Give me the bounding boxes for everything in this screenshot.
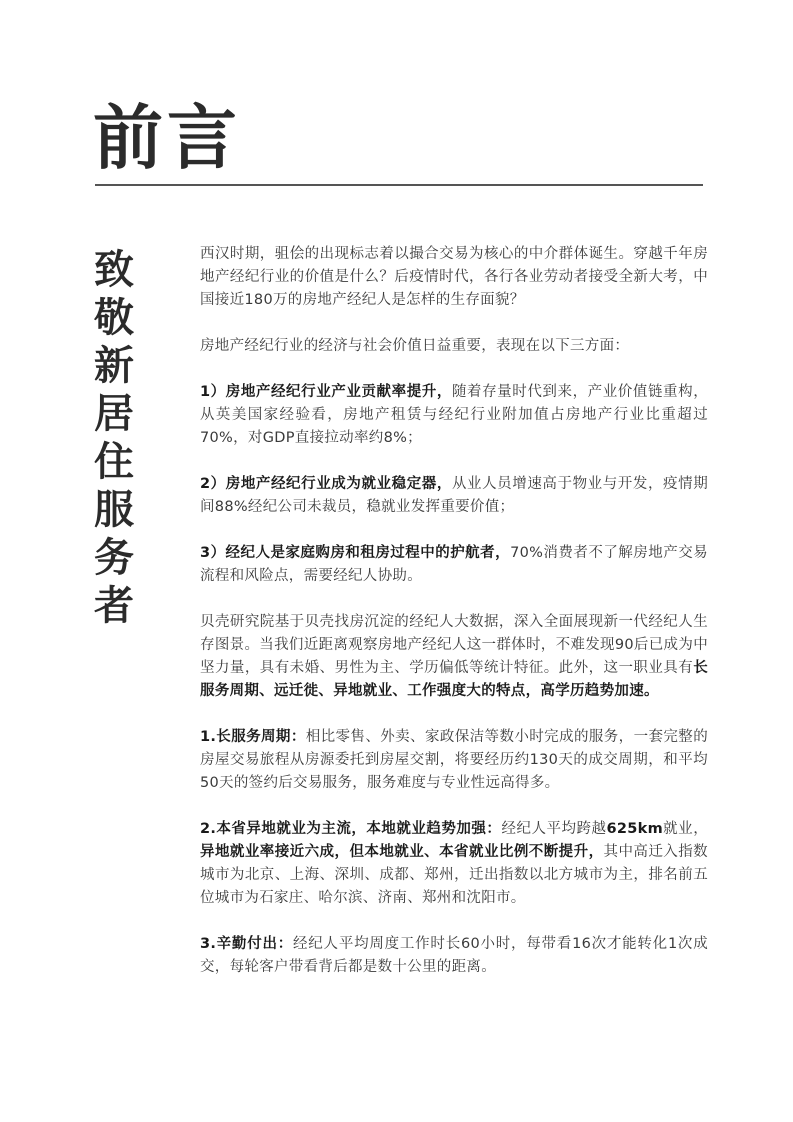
vertical-heading [88,246,140,630]
paragraph-overview: 房地产经纪行业的经济与社会价值日益重要，表现在以下三方面： [200,338,630,354]
feature-1-heading: 1.长服务周期： [200,729,306,745]
vertical-heading-char: 致 [94,247,134,293]
research-text: 贝壳研究院基于贝壳找房沉淀的经纪人大数据，深入全面展现新一代经纪人生存图景。当我们近距离观察房地产经纪人这一群体时，不难发现90后已成为中坚力量，具有未婚、男性为主、学历偏低等统计特征。此外，这一职业具有 [200,614,708,676]
vertical-heading-char: 敬 [94,295,134,341]
research-highlight: 长服务周期、远迁徙、异地就业、工作强度大的特点，高学历趋势加速。 [200,660,708,699]
paragraph-intro: 西汉时期，驵侩的出现标志着以撮合交易为核心的中介群体诞生。穿越千年房地产经纪行业的价值是什么？后疫情时代，各行各业劳动者接受全新大考，中国接近180万的房地产经纪人是怎样的生存面貌？ [200,246,708,308]
feature-2-distance: 625km [606,821,663,837]
feature-2-text-c: 其中高迁入指数城市为北京、上海、深圳、成都、郑州，迁出指数以北方城市为主，排名前五位城市为石家庄、哈尔滨、济南、郑州和沈阳市。 [200,844,708,906]
vertical-heading-char: 新 [94,343,134,389]
page-title: 前言 [93,97,241,179]
paragraph-feature-1 [200,726,708,795]
vertical-heading-char: 服 [94,487,134,533]
vertical-heading-char: 者 [94,583,134,629]
feature-3-heading: 3.辛勤付出： [200,936,294,952]
point-2-heading: 2）房地产经纪行业成为就业稳定器， [200,476,452,492]
feature-3-text: 经纪人平均周度工作时长60小时，每带看16次才能转化1次成交，每轮客户带看背后都是数十公里的距离。 [200,936,709,975]
point-3-heading: 3）经纪人是家庭购房和租房过程中的护航者， [200,545,511,561]
feature-1-text: 相比零售、外卖、家政保洁等数小时完成的服务，一套完整的房屋交易旅程从房源委托到房屋交割，将要经历约130天的成交周期，和平均50天的签约后交易服务，服务难度与专业性远高得多。 [200,729,708,791]
feature-2-highlight: 异地就业率接近六成，但本地就业、本省就业比例不断提升， [200,844,604,860]
feature-2-text-b: 就业， [662,821,708,837]
title-divider [95,184,703,186]
paragraph-feature-2 [200,818,708,910]
paragraph-point-1 [200,381,708,450]
paragraph-point-2 [200,473,708,519]
point-1-heading: 1）房地产经纪行业产业贡献率提升， [200,384,452,400]
paragraph-research [200,611,708,703]
feature-2-text-a: 经纪人平均跨越 [501,821,607,837]
paragraph-feature-3 [200,933,708,979]
body-content [200,243,708,1002]
point-2-text: 从业人员增速高于物业与开发，疫情期间88%经纪公司未裁员，稳就业发挥重要价值； [200,476,708,515]
feature-2-heading: 2.本省异地就业为主流，本地就业趋势加强： [200,821,502,837]
paragraph-point-3 [200,542,708,588]
vertical-heading-char: 务 [94,535,134,581]
vertical-heading-char: 居 [94,391,134,437]
point-3-text: 70%消费者不了解房地产交易流程和风险点，需要经纪人协助。 [200,545,708,584]
point-1-text: 随着存量时代到来，产业价值链重构，从英美国家经验看，房地产租赁与经纪行业附加值占房地产行业比重超过70%，对GDP直接拉动率约8%； [200,384,708,446]
vertical-heading-char: 住 [94,439,134,485]
